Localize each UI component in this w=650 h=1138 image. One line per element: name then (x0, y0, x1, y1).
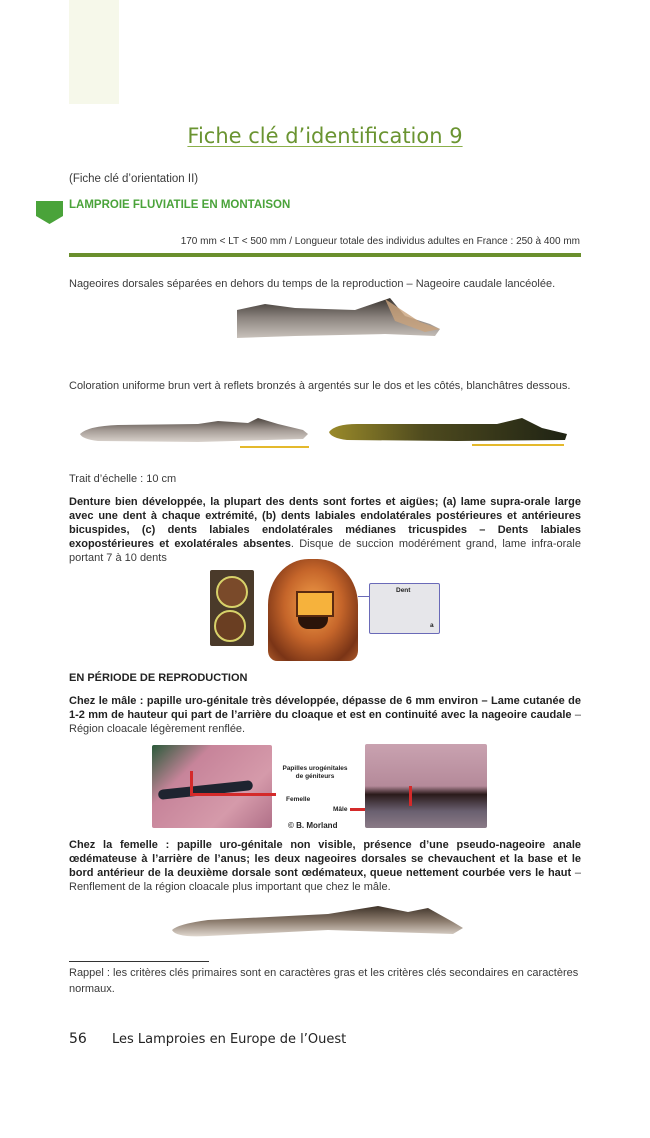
page-title: Fiche clé d’identification 9 (187, 124, 463, 148)
color-description: Coloration uniforme brun vert à reflets bronzés à argentés sur le dos et les côtés, blanchâtres dessous. (69, 380, 571, 392)
scale-bar-right (472, 444, 564, 446)
footnote-divider (69, 961, 209, 962)
callout-line (358, 596, 369, 597)
oral-disc-photo (268, 559, 358, 661)
male-primary-criteria: Chez le mâle : papille uro-génitale très développée, dépasse de 6 mm environ – Lame cutanée de 1-2 mm de hauteur qui part de l’arrière du cloaque et est en continuité avec la nageoire caudale (69, 695, 581, 721)
male-secondary-criteria: – Région cloacale légèrement renflée. (69, 709, 581, 735)
size-range: 170 mm < LT < 500 mm / Longueur totale des individus adultes en France : 250 à 400 mm (180, 236, 580, 247)
page-number: 56 (69, 1031, 87, 1047)
fins-description: Nageoires dorsales séparées en dehors du temps de la reproduction – Nageoire caudale lancéolée. (69, 278, 556, 290)
female-label: Femelle (286, 796, 311, 803)
male-description (69, 694, 581, 736)
page-tab-block (69, 0, 119, 104)
female-lamprey-photo (168, 898, 468, 946)
scale-caption: Trait d’échelle : 10 cm (69, 473, 177, 485)
teeth-primary-criteria: Denture bien développée, la plupart des dents sont fortes et aigües; (a) lame supra-orale large avec une dent à chaque extrémité, (b) dents labiales endolatérales postérieures et antérieures bicuspides, (c) dents labiales endolatérales médianes tricuspides – Dents labiales exopostérieures et exolatérales absentes (69, 496, 581, 550)
footnote: Rappel : les critères clés primaires sont en caractères gras et les critères clés secondaires en caractères normaux. (69, 967, 579, 995)
header-divider (69, 253, 581, 257)
teeth-description (69, 495, 581, 565)
book-title: Les Lamproies en Europe de l’Ouest (112, 1032, 347, 1047)
female-description (69, 838, 581, 894)
female-secondary-criteria: – Renflement de la région cloacale plus important que chez le mâle. (69, 867, 581, 893)
dent-detail-photo: Dent a (369, 583, 440, 634)
reproduction-heading: EN PÉRIODE DE REPRODUCTION (69, 672, 248, 684)
teeth-closeup-photo (210, 570, 254, 646)
section-marker-icon (36, 201, 63, 224)
scale-bar-left (240, 446, 309, 448)
tail-fin-photo (235, 296, 445, 346)
female-primary-criteria: Chez la femelle : papille uro-génitale non visible, présence d’une pseudo-nageoire anale œdémateuse à l’arrière de l’anus; les deux nageoires dorsales se chevauchent et la base et le bord antérieur de la deuxième dorsale sont œdémateux, queue nettement courbée vers le haut (69, 839, 581, 879)
section-title: LAMPROIE FLUVIATILE EN MONTAISON (69, 199, 291, 211)
papilla-caption: Papilles urogénitales de géniteurs (282, 765, 348, 780)
male-label: Mâle (333, 806, 348, 813)
female-papilla-photo (152, 745, 272, 828)
photo-credit: © B. Morland (288, 821, 338, 830)
teeth-secondary-criteria: . Disque de succion modérément grand, lame infra-orale portant 7 à 10 dents (69, 538, 581, 564)
orientation-reference: (Fiche clé d’orientation II) (69, 173, 199, 185)
male-papilla-photo (365, 744, 487, 828)
